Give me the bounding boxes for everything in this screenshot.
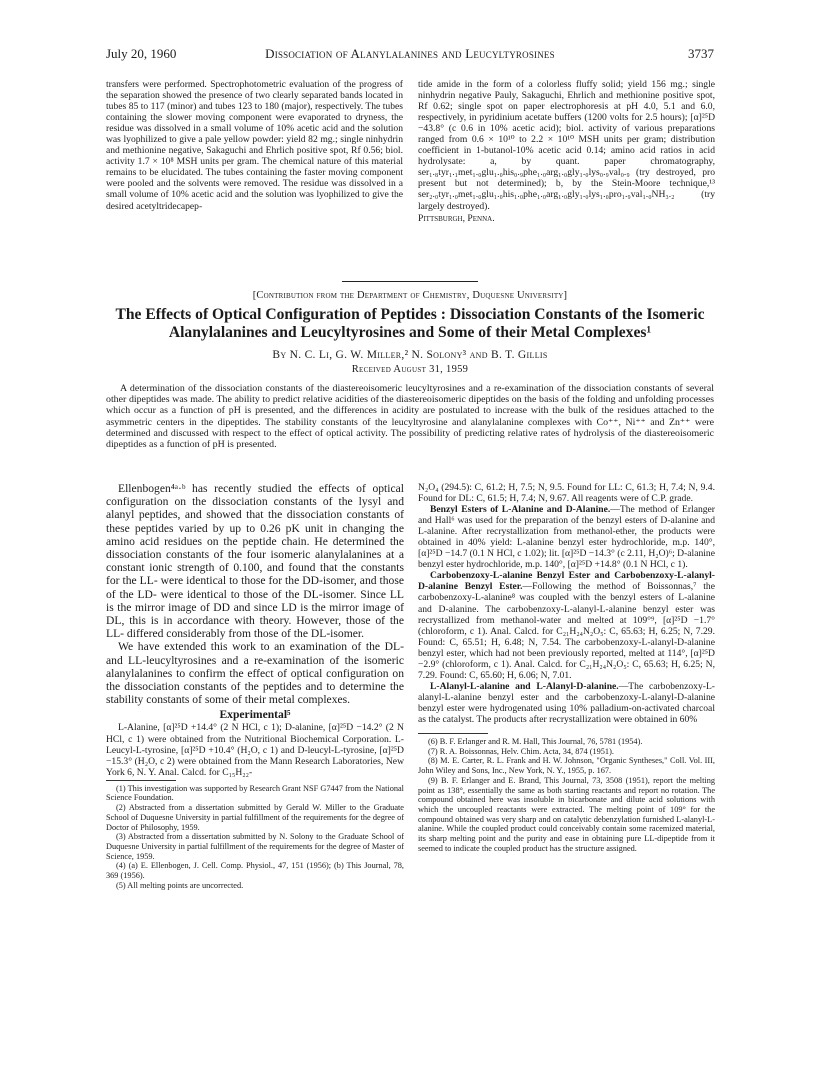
previous-article-right-text: tide amide in the form of a colorless fluffy solid; yield 156 mg.; single ninhydrin negative Pauly, Sakaguchi, Ehrlich and methionine positive spot, Rf 0.62; single spot on paper electrophoresis at pH 4.0, 5.1 and 6.0, respectively, in pyridinium acetate buffers (1200 volts for 2.5 hours); [α]²⁵D −43.8° (c 0.6 in 10% acetic acid); biol. activity of various preparations ranged from 0.6 × 10¹⁰ to 2.2 × 10¹⁰ MSH units per gram; distribution coefficient in 1-butanol-10% acetic acid 0.14; amino acid ratios in acid hydrolysate: a, by quant. paper chromatography, ser₁.₈tyr₁.₁met₁.₀glu₁.₀his₀.₉phe₁.₀arg₁.₀gly₁.₀lys₀.₉val₀.₉ (try destroyed, pro present but not determined); b, by the Stein-Moore technique,¹³ ser₂.₀tyr₁.₀met₁.₀glu₁.₀his₁.₀phe₁.₀arg₁.₀gly₁.₀lys₁.₀pro₁.₉val₁.₀NH₃.₂ (try largely destroyed).	[418, 79, 715, 212]
experimental-paragraph-1: L-Alanine, [α]²⁵D +14.4° (2 N HCl, c 1); D-alanine, [α]²⁵D −14.2° (2 N HCl, c 1) were obtained from the Nutritional Biochemical Corporation. L-Leucyl-L-tyrosine, [α]²⁵D +10.4° (H₂O, c 1) and D-leucyl-L-tyrosine, [α]²⁵D −15.3° (H₂O, c 2) were obtained from the Mann Research Laboratories, New York 6, N. Y. Anal. Calcd. for C₁₅H₂₂-	[106, 722, 404, 778]
carbobenzoxy-text: —Following the method of Boissonnas,⁷ the carbobenzoxy-L-alanine⁸ was coupled with the benzyl esters of L-alanine and D-alanine. The carbobenzoxy-L-alanyl-L-alanine benzyl ester was recrystallized from methanol-water and melted at 109°⁹, [α]²⁵D −1.7° (chloroform, c 1). Anal. Calcd. for C₂₁H₂₄N₂O₅: C, 65.63; H, 6.25; N, 7.29. Found: C, 65.51; H, 6.48; N, 7.54. The carbobenzoxy-L-alanyl-D-alanine benzyl ester, which had not been previously reported, melted at 114°, [α]²⁵D −2.9° (chloroform, c 1). Anal. Calcd. for C₂₁H₂₄N₂O₅: C, 65.63; H, 6.25; N, 7.29. Found: C, 65.60; H, 6.06; N, 7.01.	[418, 581, 715, 681]
article-left-column	[106, 482, 404, 890]
footnote-item: (9) B. F. Erlanger and E. Brand, This Journal, 73, 3508 (1951), report the melting point as 138°, essentially the same as both starting reactants and report no rotation. The compound obtained here was insoluble in bicarbonate and dilute acid solutions with which the uncoupled reactants were extracted. The melting point of 109° for the compound obtained was very sharp and on catalytic debenzylation furnished L-alanyl-L-alanine. While the coupled product could conceivably contain some racemized material, its sharp melting point and the purity and ease in obtaining pure LL-dipeptide from it seemed to indicate the coupled product has the structure assigned.	[418, 775, 715, 853]
footnote-rule-left	[106, 780, 176, 781]
experimental-heading: Experimental⁵	[219, 708, 291, 722]
benzyl-ester-text: —The method of Erlanger and Hall⁶ was used for the preparation of the benzyl esters of D-alanine and L-alanine. After recrystallization from methanol-ether, the products were obtained in 40% yield: L-alanine benzyl ester hydrochloride, m.p. 140°, [α]²⁵D −14.7 (0.1 N HCl, c 1.02); lit. [α]²⁵D −14.3° (c 2.11, H₂O)⁶; D-alanine benzyl ester hydrochloride, m.p. 140°, [α]²⁵D +14.8° (0.1 N HCl, c 1).	[418, 504, 715, 571]
running-header	[106, 46, 714, 62]
footnote-item: (8) M. E. Carter, R. L. Frank and H. W. Johnson, "Organic Syntheses," Coll. Vol. III, John Wiley and Sons, Inc., New York, N. Y., 1955, p. 167.	[418, 756, 715, 776]
previous-article-left-column	[106, 79, 403, 212]
header-running-title: Dissociation of Alanylalanines and Leucyltyrosines	[265, 46, 555, 61]
abstract-text: A determination of the dissociation constants of the diastereoisomeric leucyltyrosines and a re-examination of the dissociation constants of several other dipeptides was made. The ability to predict relative acidities of the diastereoisomeric dipeptides on the basis of the folding and unfolding processes which occur as a function of pH is presented, and the differences in acidity are postulated to increase with the bulk of the residues attached to the asymmetric centers in the dipeptides. The stability constants of the leucyltyrosine and alanylalanine complexes with Co⁺⁺, Ni⁺⁺ and Zn⁺⁺ were determined and discussed with respect to the effect of optical activity. The possibility of predicting relative rates of hydrolysis of the diastereoisomeric dipeptides as a function of pH is presented.	[106, 383, 714, 451]
article-right-column	[418, 482, 715, 853]
benzyl-ester-paragraph	[418, 504, 715, 570]
alanyl-text: —The carbobenzoxy-L-alanyl-L-alanine benzyl ester and the carbobenzoxy-L-alanyl-D-alanine benzyl ester were hydrogenated using 10% palladium-on-activated charcoal as the catalyst. The products after recrystallization were obtained in 60%	[418, 680, 715, 725]
received-date: Received August 31, 1959	[351, 364, 469, 375]
alanyl-paragraph	[418, 681, 715, 725]
formula-paragraph: N₂O₄ (294.5): C, 61.2; H, 7.5; N, 9.5. Found for LL: C, 61.3; H, 7.4; N, 9.4. Found for DL: C, 61.5; H, 7.4; N, 9.67. All reagents were of C.P. grade.	[418, 482, 715, 505]
previous-article-place: Pittsburgh, Penna.	[418, 212, 495, 224]
footnote-item: (2) Abstracted from a dissertation submitted by Gerald W. Miller to the Graduate School of Duquesne University in partial fulfillment of the requirements for the degree of Doctor of Philosophy, 1959.	[106, 803, 404, 832]
alanyl-heading: L-Alanyl-L-alanine and L-Alanyl-D-alanine.	[430, 680, 619, 692]
carbobenzoxy-paragraph	[418, 570, 715, 680]
footnote-item: (6) B. F. Erlanger and R. M. Hall, This Journal, 76, 5781 (1954).	[428, 737, 643, 747]
article-title: The Effects of Optical Configuration of Peptides : Dissociation Constants of the Isomeric Alanylalanines and Leucyltyrosines and Some of their Metal Complexes¹	[115, 306, 705, 341]
footnote-rule-right	[418, 733, 488, 734]
header-page-number: 3737	[688, 46, 714, 61]
article-authors: By N. C. Li, G. W. Miller,² N. Solony³ and B. T. Gillis	[272, 349, 548, 361]
intro-paragraph-2: We have extended this work to an examination of the DL- and LL-leucyltyrosines and a re-examination of the isomeric alanylalanines to confirm the effect of optical configuration on the dissociation constants of the peptides and to determine the stability constants of some of their metal complexes.	[106, 640, 404, 707]
contribution-line: [Contribution from the Department of Chemistry, Duquesne University]	[252, 290, 568, 301]
footnote-item: (3) Abstracted from a dissertation submitted by N. Solony to the Graduate School of Duquesne University in partial fulfillment of the requirements for the degree of Master of Science, 1959.	[106, 832, 404, 861]
article-separator-rule	[342, 281, 478, 282]
benzyl-ester-heading: Benzyl Esters of L-Alanine and D-Alanine.	[430, 504, 611, 516]
footnotes-right	[418, 737, 715, 853]
footnote-item: (4) (a) E. Ellenbogen, J. Cell. Comp. Physiol., 47, 151 (1956); (b) This Journal, 78, 369 (1956).	[106, 861, 404, 881]
footnote-item: (7) R. A. Boissonnas, Helv. Chim. Acta, 34, 874 (1951).	[428, 746, 614, 756]
footnote-item: (1) This investigation was supported by Research Grant NSF G7447 from the National Science Foundation.	[106, 783, 404, 803]
previous-article-right-column	[418, 79, 715, 224]
carbobenzoxy-heading: Carbobenzoxy-L-alanine Benzyl Ester and Carbobenzoxy-L-alanyl-D-alanine Benzyl Ester.	[418, 570, 715, 593]
header-date: July 20, 1960	[106, 46, 177, 61]
footnotes-left	[106, 784, 404, 891]
abstract	[106, 383, 714, 450]
intro-paragraph-1: Ellenbogen⁴ᵃ·ᵇ has recently studied the effects of optical configuration on the dissociation constants of the lysyl and alanyl peptides, and showed that the dissociation constants of these peptides varied by up to 0.26 pK unit in changing the amino acid residues on the peptide chain. He determined the dissociation constants of the four isomeric alanylalanines at a constant ionic strength of 0.100, and found that the constants for the LL- were identical to those for the DD-isomer, and those of the LD- were identical to those of the DL-isomer. Since LL is the mirror image of DD and since LD is the mirror image of DL, this is in accordance with theory. However, those of the LL- differed considerably from those of the DL-isomer.	[106, 482, 404, 641]
previous-article-left-text: transfers were performed. Spectrophotometric evaluation of the progress of the separation showed the presence of two clearly separated bands located in tubes 85 to 117 (minor) and tubes 123 to 180 (major), respectively. The tubes containing the slower moving component were evaporated to dryness, the residue was dissolved in a small volume of 10% acetic acid and the solution was lyophilized to give a pale yellow powder: yield 82 mg.; single ninhydrin and methionine negative, Sakaguchi and Ehrlich positive spot, Rf 0.56; biol. activity 1.7 × 10⁸ MSH units per gram. The chemical nature of this material remains to be elucidated. The tubes containing the faster moving component were pooled and the solvents were removed. The residue was dissolved in a small volume of 10% acetic acid and the solution was lyophilized to give the desired acetyltridecapep-	[106, 79, 403, 212]
footnote-item: (5) All melting points are uncorrected.	[116, 880, 244, 890]
